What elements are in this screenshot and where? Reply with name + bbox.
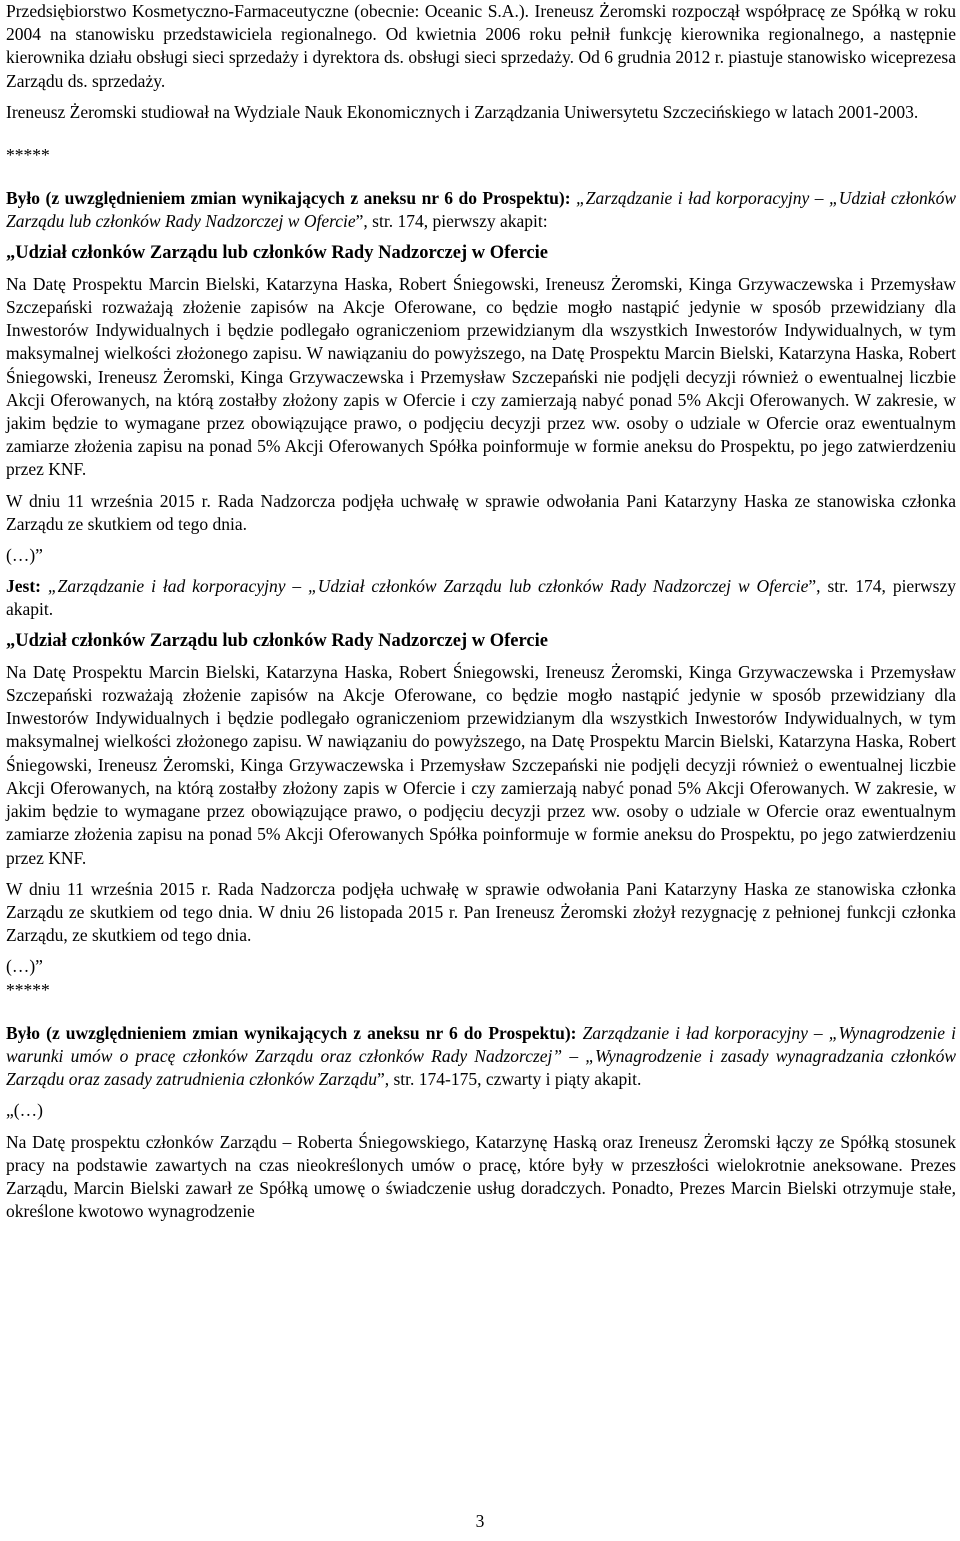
bylo-intro: (z uwzględnieniem zmian wynikających z aneksu nr 6 do Prospektu):: [40, 1022, 583, 1043]
ellipsis: „(…): [6, 1100, 43, 1121]
paragraph-dismissal-resignation: W dniu 11 września 2015 r. Rada Nadzorcza podjęła uchwałę w sprawie odwołania Pani Katarzyny Haska ze stanowiska członka Zarządu ze skutkiem od tego dnia. W dniu 26 listopada 2015 r. Pan Ireneusz Żeromski złożył rezygnację z pełnionej funkcji członka Zarządu, ze skutkiem od tego dnia.: [6, 878, 956, 946]
section-heading: „Udział członków Zarządu lub członków Rady Nadzorczej w Ofercie: [6, 242, 548, 263]
bylo-reference-1: [6, 187, 956, 233]
jest-ref-tail: ”, str. 174, pierwszy akapit.: [6, 576, 956, 620]
paragraph-education: Ireneusz Żeromski studiował na Wydziale Nauk Ekonomicznych i Zarządzania Uniwersytetu Szczecińskiego w latach 2001-2003.: [6, 101, 919, 122]
jest-ref-italic: „Zarządzanie i ład korporacyjny – „Udział członków Zarządu lub członków Rady Nadzorczej w Ofercie: [40, 576, 809, 597]
page-number: 3: [475, 1511, 485, 1531]
bylo-label: Było: [6, 1022, 41, 1043]
paragraph-bio: Przedsiębiorstwo Kosmetyczno-Farmaceutyczne (obecnie: Oceanic S.A.). Ireneusz Żeromski rozpoczął współpracę ze Spółką w roku 2004 na stanowisku przedstawiciela regionalnego. Od kwietnia 2006 roku pełnił funkcję kierownika regionalnego, a następnie kierownika działu obsługi sieci sprzedaży i dyrektora ds. obsługi sieci sprzedaży. Od 6 grudnia 2012 r. piastuje stanowisko wiceprezesa Zarządu ds. sprzedaży.: [6, 1, 956, 91]
bylo-ref-italic: Zarządzanie i ład korporacyjny – „Wynagrodzenie i warunki umów o pracę członków Zarządu oraz członków Rady Nadzorczej” – „Wynagrodzenie i zasady wynagradzania członków Zarządu oraz zasady zatrudnienia członków Zarządu: [6, 1022, 956, 1090]
bylo-ref-tail: ”, str. 174-175, czwarty i piąty akapit.: [376, 1069, 642, 1090]
document-page: [6, 0, 956, 1223]
paragraph-offer: Na Datę Prospektu Marcin Bielski, Katarzyna Haska, Robert Śniegowski, Ireneusz Żeromski, Kinga Grzywaczewska i Przemysław Szczepański rozważają złożenie zapisów na Akcje Oferowane, co będzie mogło nastąpić jedynie w sposób przewidziany dla Inwestorów Indywidualnych i będzie podlegało ograniczeniom przewidzianym dla wszystkich Inwestorów Indywidualnych, w tym maksymalnej wielkości złożonego zapisu. W nawiązaniu do powyższego, na Datę Prospektu Marcin Bielski, Katarzyna Haska, Robert Śniegowski, Ireneusz Żeromski, Kinga Grzywaczewska i Przemysław Szczepański nie podjęli decyzji również o ewentualnej liczbie Akcji Oferowanych, na którą zostałby złożony zapis w Ofercie i czy zamierzają nabyć ponad 5% Akcji Oferowanych. W zakresie, w jakim będzie to wymagane przez obowiązujące prawo, o podjęciu decyzji przez ww. osoby o udziale w Ofercie oraz ewentualnym zamiarze złożenia zapisu na ponad 5% Akcji Oferowanych Spółka poinformuje w formie aneksu do Prospektu, po jego zatwierdzeniu przez KNF.: [6, 661, 956, 868]
bylo-label: Było: [6, 188, 41, 209]
paragraph-employment: Na Datę prospektu członków Zarządu – Roberta Śniegowskiego, Katarzynę Haską oraz Ireneusz Żeromski łączy ze Spółką stosunek pracy na podstawie zawartych na czas nieokreślonych umów o pracę, które były w przeszłości wielokrotnie aneksowane. Prezes Zarządu, Marcin Bielski zawarł ze Spółką umowę o świadczenie usług doradczych. Ponadto, Prezes Marcin Bielski otrzymuje stałe, określone kwotowo wynagrodzenie: [6, 1131, 956, 1222]
jest-label: Jest:: [6, 576, 41, 597]
section-separator: *****: [6, 979, 50, 1000]
bylo-ref-italic: „Zarządzanie i ład korporacyjny – „Udział członków Zarządu lub członków Rady Nadzorczej w Ofercie: [6, 188, 956, 232]
paragraph-dismissal: W dniu 11 września 2015 r. Rada Nadzorcza podjęła uchwałę w sprawie odwołania Pani Katarzyny Haska ze stanowiska członka Zarządu ze skutkiem od tego dnia.: [6, 490, 956, 534]
bylo-intro: (z uwzględnieniem zmian wynikających z aneksu nr 6 do Prospektu):: [40, 188, 577, 209]
ellipsis: (…)”: [6, 956, 43, 977]
ellipsis: (…)”: [6, 545, 43, 566]
section-heading: „Udział członków Zarządu lub członków Rady Nadzorczej w Ofercie: [6, 630, 548, 651]
paragraph-offer: Na Datę Prospektu Marcin Bielski, Katarzyna Haska, Robert Śniegowski, Ireneusz Żeromski, Kinga Grzywaczewska i Przemysław Szczepański rozważają złożenie zapisów na Akcje Oferowane, co będzie mogło nastąpić jedynie w sposób przewidziany dla Inwestorów Indywidualnych i będzie podlegało ograniczeniom przewidzianym dla wszystkich Inwestorów Indywidualnych, w tym maksymalnej wielkości złożonego zapisu. W nawiązaniu do powyższego, na Datę Prospektu Marcin Bielski, Katarzyna Haska, Robert Śniegowski, Ireneusz Żeromski, Kinga Grzywaczewska i Przemysław Szczepański nie podjęli decyzji również o ewentualnej liczbie Akcji Oferowanych, na którą zostałby złożony zapis w Ofercie i czy zamierzają nabyć ponad 5% Akcji Oferowanych. W zakresie, w jakim będzie to wymagane przez obowiązujące prawo, o podjęciu decyzji przez ww. osoby o udziale w Ofercie oraz ewentualnym zamiarze złożenia zapisu na ponad 5% Akcji Oferowanych Spółka poinformuje w formie aneksu do Prospektu, po jego zatwierdzeniu przez KNF.: [6, 273, 956, 480]
jest-reference-1: [6, 575, 956, 621]
bylo-reference-2: [6, 1022, 956, 1092]
bylo-ref-tail: ”, str. 174, pierwszy akapit:: [355, 211, 548, 232]
section-separator: *****: [6, 145, 50, 166]
